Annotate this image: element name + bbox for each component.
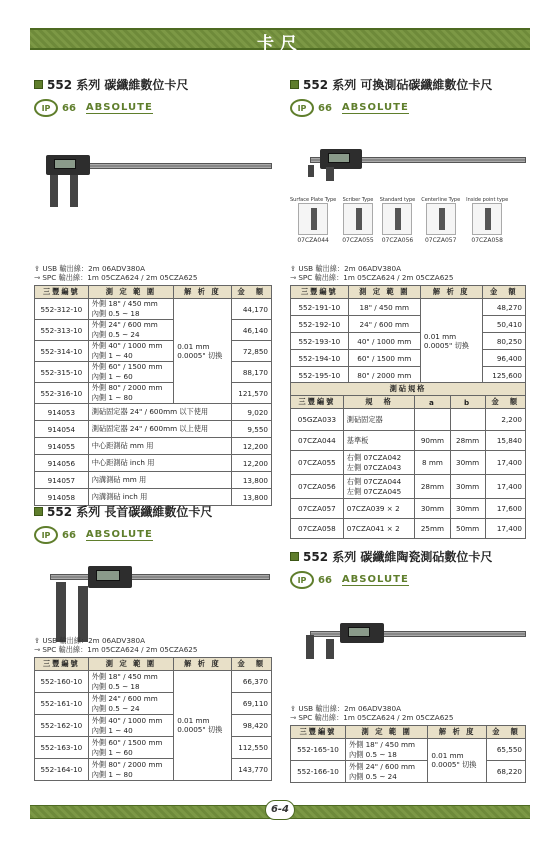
diagram-surface-plate: Surface Plate Type 07CZA044 xyxy=(290,197,337,244)
spc-cable-line: ⊸ SPC 輸出線：1m 05CZA624 / 2m 05CZA625 xyxy=(34,273,198,282)
diagram-standard: Standard type 07CZA056 xyxy=(379,197,416,244)
logo-row xyxy=(290,569,526,591)
table-row: 914058 內溝測砧 inch 用 13,800 xyxy=(35,489,272,506)
section-title: 552 系列 可換測砧碳纖維數位卡尺 xyxy=(303,78,493,92)
absolute-logo: ABSOLUTE xyxy=(85,102,153,113)
table-row: 914055 中心距測砧 mm 用 12,200 xyxy=(35,438,272,455)
table-row: 07CZA044 基準板 90mm 28mm 15,840 xyxy=(291,431,526,451)
page-title: 卡尺 xyxy=(257,34,303,54)
table-row: 552-162-10 外側 40" / 1000 mm 內側 1 ~ 40 98,420 xyxy=(35,715,272,737)
logo-row xyxy=(290,97,526,119)
table-row: 914056 中心距測砧 inch 用 12,200 xyxy=(35,455,272,472)
ip-rating-logo: IP xyxy=(34,99,58,117)
bullet-square-icon xyxy=(34,507,43,516)
caliper-image xyxy=(290,119,526,189)
bullet-square-icon xyxy=(290,552,299,561)
bullet-square-icon xyxy=(34,80,43,89)
ip-rating-number: 66 xyxy=(318,574,332,586)
anvil-spec-table: 測砧規格 三豐編號 規 格 a b 金 額 05GZA033 測砧固定器 2,200 07CZA044 基準板 90mm 28mm 15,840 07CZA055 右側 07CZA042 左側 07CZA043 8 mm 30mm 17,400 07CZA056 右側 07CZA044 左側 07CZA045 28mm 30mm 17,400 07CZA057 07CZA039 × 2 30mm 30mm 17,600 07CZA058 07CZA041 × 2 25mm 50mm 17,400 xyxy=(290,382,526,539)
usb-cable-line: ⇪ USB 輸出線：2m 06ADV380A xyxy=(290,704,401,713)
table-row: 07CZA055 右側 07CZA042 左側 07CZA043 8 mm 30mm 17,400 xyxy=(291,451,526,475)
table-row: 07CZA056 右側 07CZA044 左側 07CZA045 28mm 30mm 17,400 xyxy=(291,475,526,499)
table-row: 552-166-10 外側 24" / 600 mm 內側 0.5 ~ 24 68,220 xyxy=(291,761,526,783)
table-row: 552-194-10 60" / 1500 mm 96,400 xyxy=(291,350,526,367)
spc-cable-line: ⊸ SPC 輸出線：1m 05CZA624 / 2m 05CZA625 xyxy=(290,273,454,282)
spec-table: 三豐編號 測 定 範 圍 解 析 度 金 額 552-191-10 18" / 450 mm 0.01 mm 0.0005" 切換 48,270 552-192-10 24" / 600 mm 50,410 552-193-10 40" / 1000 mm 80,250 552-194-10 60" / 1500 mm 96,400 552-195-10 80" / 2000 mm 125,600 xyxy=(290,285,526,384)
section-heading xyxy=(34,76,272,93)
usb-cable-line: ⇪ USB 輸出線：2m 06ADV380A xyxy=(34,264,145,273)
table-row: 552-314-10 外側 40" / 1000 mm 內側 1 ~ 40 72,850 xyxy=(35,341,272,362)
table-row: 552-313-10 外側 24" / 600 mm 內側 0.5 ~ 24 46,140 xyxy=(35,320,272,341)
section-ceramic-anvil xyxy=(290,548,526,671)
cable-info xyxy=(34,636,197,654)
absolute-logo: ABSOLUTE xyxy=(85,529,153,540)
table-row: 552-165-10 外側 18" / 450 mm 內側 0.5 ~ 18 0.01 mm 0.0005" 切換 65,550 xyxy=(291,739,526,761)
spec-table: 三豐編號 測 定 範 圍 解 析 度 金 額 552-160-10 外側 18" / 450 mm 內側 0.5 ~ 18 0.01 mm 0.0005" 切換 66,370 552-161-10 外側 24" / 600 mm 內側 0.5 ~ 24 69,110 552-162-10 外側 40" / 1000 mm 內側 1 ~ 40 98,420 552-163-10 外側 60" / 1500 mm 內側 1 ~ 60 112,550 552-164-10 外側 80" / 2000 mm 內側 1 ~ 80 143,770 xyxy=(34,657,272,781)
section-carbon-caliper xyxy=(34,76,272,209)
absolute-logo: ABSOLUTE xyxy=(341,574,409,585)
table-row: 552-164-10 外側 80" / 2000 mm 內側 1 ~ 80 143,770 xyxy=(35,759,272,781)
ip-rating-logo: IP xyxy=(290,571,314,589)
cable-info xyxy=(290,264,453,282)
section-heading xyxy=(290,76,526,93)
table-row: 07CZA057 07CZA039 × 2 30mm 30mm 17,600 xyxy=(291,499,526,519)
section-heading xyxy=(290,548,526,565)
table-row: 552-195-10 80" / 2000 mm 125,600 xyxy=(291,367,526,384)
table-row: 552-163-10 外側 60" / 1500 mm 內側 1 ~ 60 112,550 xyxy=(35,737,272,759)
table-row: 552-312-10 外側 18" / 450 mm 內側 0.5 ~ 18 0.01 mm 0.0005" 切換 44,170 xyxy=(35,299,272,320)
spc-cable-line: ⊸ SPC 輸出線：1m 05CZA624 / 2m 05CZA625 xyxy=(34,645,198,654)
ip-rating-logo: IP xyxy=(290,99,314,117)
cable-info xyxy=(290,704,453,722)
table-row: 552-161-10 外側 24" / 600 mm 內側 0.5 ~ 24 69,110 xyxy=(35,693,272,715)
table-row: 07CZA058 07CZA041 × 2 25mm 50mm 17,400 xyxy=(291,519,526,539)
table-row: 914054 測砧固定器 24" / 600mm 以上使用 9,550 xyxy=(35,421,272,438)
title-bar xyxy=(30,28,530,54)
table-row: 552-315-10 外側 60" / 1500 mm 內側 1 ~ 60 88,170 xyxy=(35,362,272,383)
bullet-square-icon xyxy=(290,80,299,89)
anvil-diagrams xyxy=(290,197,526,244)
table-row: 552-193-10 40" / 1000 mm 80,250 xyxy=(291,333,526,350)
table-row: 552-316-10 外側 80" / 2000 mm 內側 1 ~ 80 121,570 xyxy=(35,383,272,404)
section-interchangeable-anvil xyxy=(290,76,526,244)
ip-rating-number: 66 xyxy=(62,102,76,114)
diagram-centerline: Centerline Type 07CZA057 xyxy=(421,197,461,244)
caliper-image xyxy=(290,591,526,671)
spec-table: 三豐編號 測 定 範 圍 解 析 度 金 額 552-312-10 外側 18" / 450 mm 內側 0.5 ~ 18 0.01 mm 0.0005" 切換 44,170 552-313-10 外側 24" / 600 mm 內側 0.5 ~ 24 46,140 552-314-10 外側 40" / 1000 mm 內側 1 ~ 40 72,850 552-315-10 外側 60" / 1500 mm 內側 1 ~ 60 88,170 552-316-10 外側 80" / 2000 mm 內側 1 ~ 80 121,570 914053 測砧固定器 24" / 600mm 以下使用 9,020 914054 測砧固定器 24" / 600mm 以上使用 9,550 914055 中心距測砧 mm 用 12,200 914056 中心距測砧 inch 用 12,200 914057 內溝測砧 mm 用 13,800 914058 內溝測砧 inch 用 13,800 xyxy=(34,285,272,506)
diagram-inside-point: Inside point type 07CZA058 xyxy=(466,197,509,244)
ip-rating-logo: IP xyxy=(34,526,58,544)
section-title: 552 系列 長首碳纖維數位卡尺 xyxy=(47,505,213,519)
caliper-image xyxy=(34,119,272,209)
logo-row xyxy=(34,524,272,546)
logo-row xyxy=(34,97,272,119)
diagram-scriber: Scriber Type 07CZA055 xyxy=(342,197,374,244)
section-long-jaw xyxy=(34,503,272,646)
spc-cable-line: ⊸ SPC 輸出線：1m 05CZA624 / 2m 05CZA625 xyxy=(290,713,454,722)
table-row: 552-160-10 外側 18" / 450 mm 內側 0.5 ~ 18 0.01 mm 0.0005" 切換 66,370 xyxy=(35,671,272,693)
table-row: 552-192-10 24" / 600 mm 50,410 xyxy=(291,316,526,333)
caliper-image xyxy=(34,546,272,646)
spec-table: 三豐編號 測 定 範 圍 解 析 度 金 額 552-165-10 外側 18" / 450 mm 內側 0.5 ~ 18 0.01 mm 0.0005" 切換 65,550 552-166-10 外側 24" / 600 mm 內側 0.5 ~ 24 68,220 xyxy=(290,725,526,783)
cable-info xyxy=(34,264,197,282)
table-row: 914053 測砧固定器 24" / 600mm 以下使用 9,020 xyxy=(35,404,272,421)
ip-rating-number: 66 xyxy=(62,529,76,541)
section-title: 552 系列 碳纖維陶瓷測砧數位卡尺 xyxy=(303,550,493,564)
page-number: 6-4 xyxy=(265,800,295,820)
section-title: 552 系列 碳纖維數位卡尺 xyxy=(47,78,189,92)
usb-cable-line: ⇪ USB 輸出線：2m 06ADV380A xyxy=(290,264,401,273)
usb-cable-line: ⇪ USB 輸出線：2m 06ADV380A xyxy=(34,636,145,645)
table-row: 914057 內溝測砧 mm 用 13,800 xyxy=(35,472,272,489)
table-row: 552-191-10 18" / 450 mm 0.01 mm 0.0005" 切換 48,270 xyxy=(291,299,526,316)
table-row: 05GZA033 測砧固定器 2,200 xyxy=(291,409,526,431)
absolute-logo: ABSOLUTE xyxy=(341,102,409,113)
ip-rating-number: 66 xyxy=(318,102,332,114)
section-heading xyxy=(34,503,272,520)
